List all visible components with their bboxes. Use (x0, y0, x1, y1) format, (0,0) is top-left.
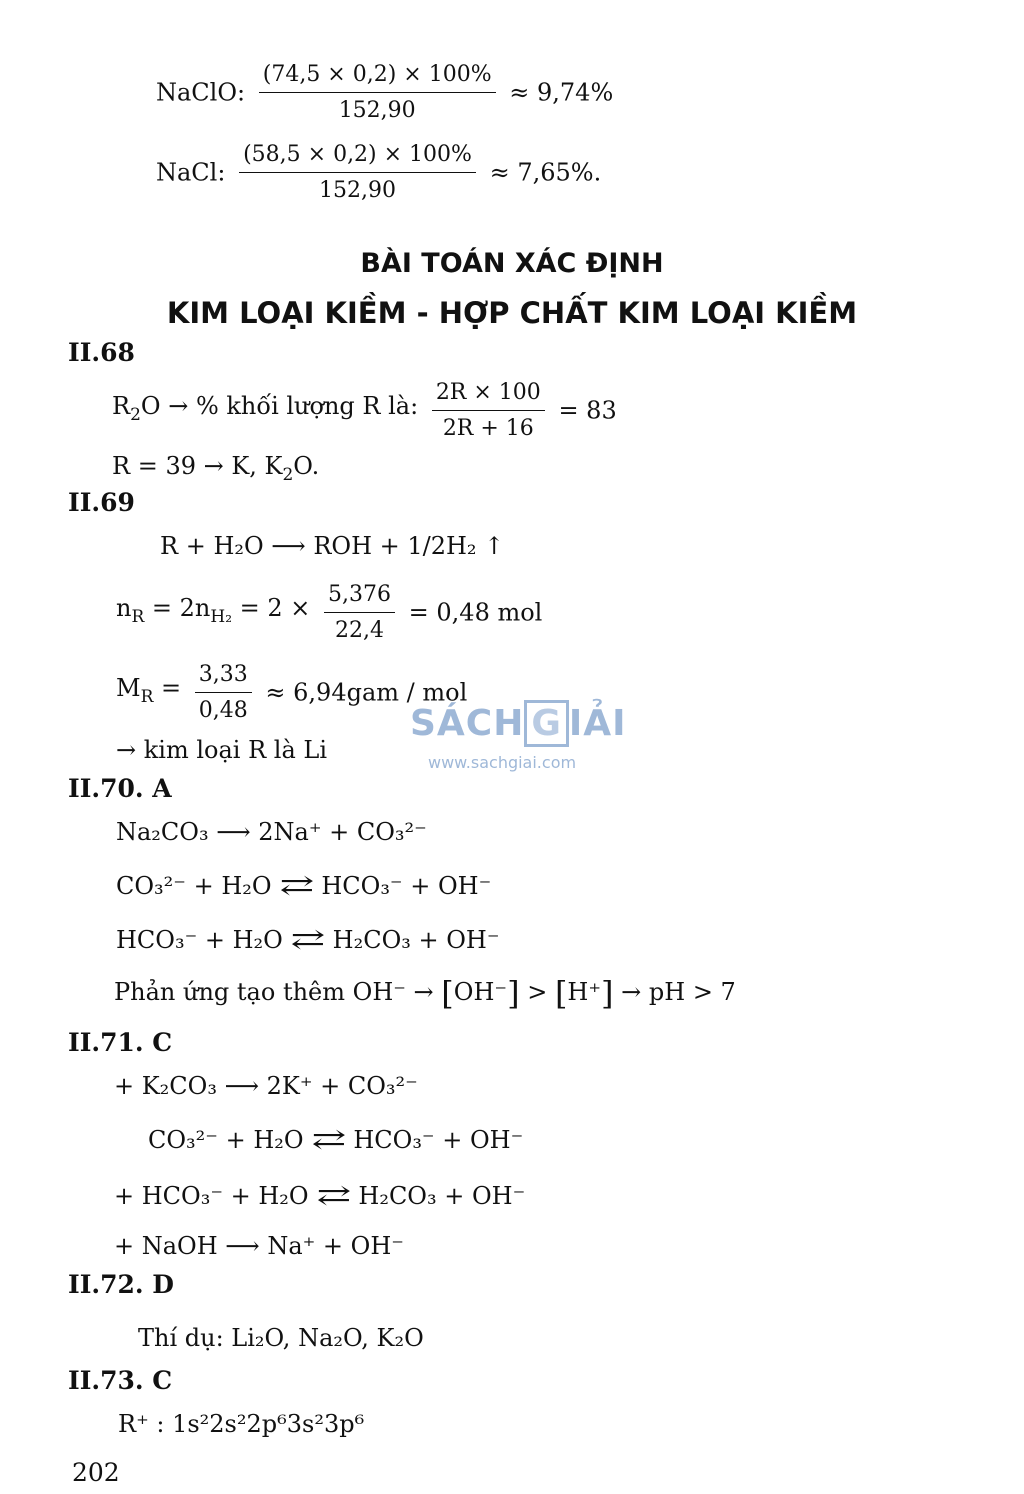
nacl-result: ≈ 7,65%. (489, 158, 602, 187)
p70-l3-right: H₂CO₃ + OH⁻ (332, 926, 500, 954)
p70-l2-left: CO₃²⁻ + H₂O (116, 872, 272, 900)
p71-l3-left: + HCO₃⁻ + H₂O (114, 1182, 309, 1210)
problem-72-id: II.72. D (68, 1270, 174, 1299)
p71-line1: + K₂CO₃ ⟶ 2K⁺ + CO₃²⁻ (114, 1072, 418, 1100)
p70-l4-oh: OH⁻ → (352, 978, 434, 1006)
section-title-2: KIM LOẠI KIỀM - HỢP CHẤT KIM LOẠI KIỀM (166, 296, 858, 330)
equilibrium-arrow-icon: ⇄ (316, 1181, 351, 1211)
p69-conclusion: → kim loại R là Li (116, 736, 328, 764)
p69-mr-result: ≈ 6,94gam / mol (265, 678, 468, 707)
watermark (410, 700, 627, 772)
p69-mr-left: M (116, 674, 141, 703)
p69-mr-fraction (195, 660, 252, 725)
p70-l4-text: Phản ứng tạo thêm (114, 978, 345, 1006)
p70-line1: Na₂CO₃ ⟶ 2Na⁺ + CO₃²⁻ (116, 818, 427, 846)
p70-line4: Phản ứng tạo thêm OH⁻ → [OH⁻] > [H⁺] → pH > 7 (114, 974, 736, 1013)
nacl-calc (156, 140, 601, 205)
p68-numerator: 2R × 100 (432, 378, 545, 411)
p69-nr-sub2: H₂ (210, 606, 233, 627)
naclo-denominator: 152,90 (338, 98, 416, 123)
p69-nr-fraction (324, 580, 395, 645)
p68-line2 (112, 452, 319, 489)
problem-68-id: II.68 (68, 338, 135, 367)
p68-denominator: 2R + 16 (442, 416, 534, 441)
equilibrium-arrow-icon: ⇄ (311, 1125, 346, 1155)
naclo-label: NaClO: (156, 78, 246, 107)
p70-l4-b1: OH⁻ (453, 978, 508, 1006)
nacl-denominator: 152,90 (319, 178, 396, 203)
p69-nr-denominator: 22,4 (335, 618, 385, 643)
p69-nr-numerator: 5,376 (324, 580, 395, 613)
p70-l3-left: HCO₃⁻ + H₂O (116, 926, 283, 954)
page-number: 202 (72, 1458, 120, 1487)
p68-r: R (112, 392, 131, 421)
p68-line2-sub: 2 (282, 464, 294, 485)
p68-line1 (112, 378, 617, 443)
p68-eq: = 83 (558, 396, 617, 425)
p70-l4-end: → pH > 7 (621, 978, 736, 1006)
p68-line2-end: O. (293, 452, 320, 480)
p70-line2 (116, 872, 491, 900)
equilibrium-arrow-icon: ⇄ (290, 925, 326, 955)
nacl-numerator: (58,5 × 0,2) × 100% (239, 140, 476, 173)
section-title-1: BÀI TOÁN XÁC ĐỊNH (360, 248, 664, 279)
p71-line2 (148, 1126, 523, 1154)
nacl-fraction (239, 140, 476, 205)
p68-fraction (432, 378, 545, 443)
p71-l2-right: HCO₃⁻ + OH⁻ (353, 1126, 524, 1154)
p70-l4-gt: > (527, 978, 548, 1006)
p71-line4: + NaOH ⟶ Na⁺ + OH⁻ (114, 1232, 404, 1260)
equilibrium-arrow-icon: ⇄ (279, 871, 314, 901)
p69-mr-numerator: 3,33 (195, 660, 252, 693)
naclo-result: ≈ 9,74% (509, 78, 614, 107)
problem-70-id: II.70. A (68, 774, 172, 803)
p70-l4-b2: H⁺ (567, 978, 602, 1006)
naclo-numerator: (74,5 × 0,2) × 100% (259, 60, 496, 93)
p71-line3 (114, 1182, 525, 1210)
p69-reaction: R + H₂O ⟶ ROH + 1/2H₂ ↑ (160, 532, 505, 560)
watermark-logo: SÁCH G IẢI (410, 700, 627, 747)
p73-text: R⁺ : 1s²2s²2p⁶3s²3p⁶ (118, 1410, 365, 1438)
problem-71-id: II.71. C (68, 1028, 173, 1057)
problem-73-id: II.73. C (68, 1366, 173, 1395)
p70-l2-right: HCO₃⁻ + OH⁻ (321, 872, 492, 900)
p68-text: O → % khối lượng R là: (140, 392, 419, 421)
p69-mr-sub: R (140, 686, 154, 707)
nacl-label: NaCl: (156, 158, 226, 187)
problem-69-id: II.69 (68, 488, 135, 517)
naclo-fraction (259, 60, 496, 125)
p69-nr-line (116, 580, 542, 645)
p71-l3-right: H₂CO₃ + OH⁻ (358, 1182, 526, 1210)
p69-nr-eq: = 2 × (232, 594, 311, 623)
p69-nr-mid: = 2n (144, 594, 211, 623)
p69-mr-denominator: 0,48 (198, 698, 248, 723)
p71-l2-left: CO₃²⁻ + H₂O (148, 1126, 304, 1154)
p68-line2-text: R = 39 → K, K (112, 452, 283, 480)
p69-nr-left: n (116, 594, 132, 623)
watermark-url: www.sachgiai.com (428, 753, 577, 772)
p69-nr-result: = 0,48 mol (408, 598, 543, 627)
p70-line3 (116, 926, 500, 954)
naclo-calc (156, 60, 613, 125)
p69-mr-eq: = (161, 674, 182, 703)
p69-nr-sub: R (131, 606, 145, 627)
p68-sub: 2 (130, 404, 141, 425)
p72-text: Thí dụ: Li₂O, Na₂O, K₂O (138, 1324, 424, 1352)
